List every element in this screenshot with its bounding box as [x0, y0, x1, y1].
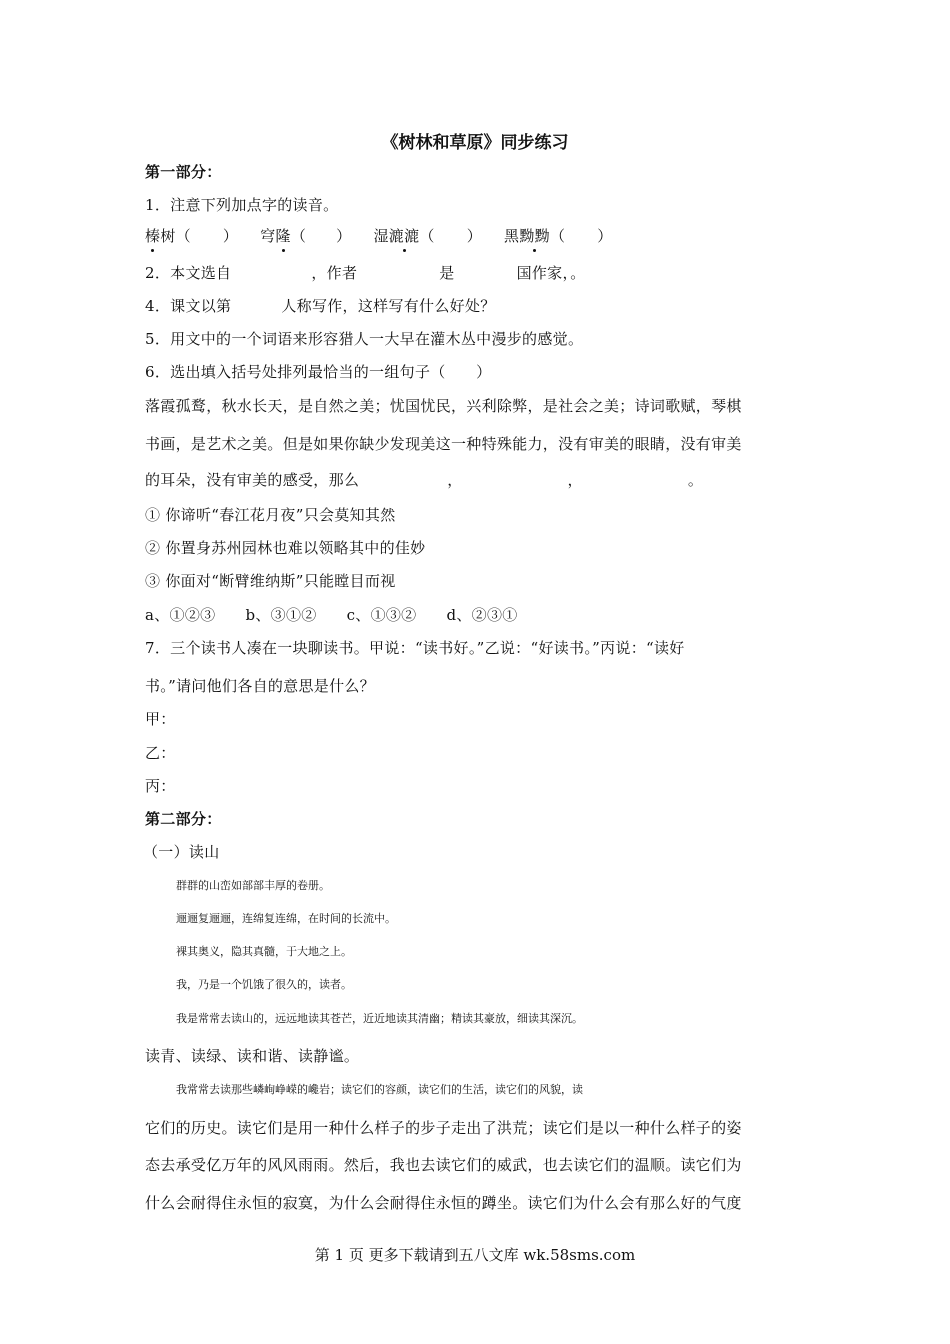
passage-line: 什么会耐得住永恒的寂寞，为什么会耐得住永恒的蹲坐。读它们为什么会有那么好的气度: [145, 1194, 742, 1212]
choice-c: c、①③②: [346, 606, 417, 624]
dotted-char: 榛: [145, 227, 161, 245]
question-4: 4．课文以第 人称写作，这样写有什么好处？: [145, 297, 496, 315]
passage-line: 读青、读绿、读和谐、读静谧。: [145, 1047, 360, 1065]
question-2: 2．本文选自 ，作者 是 国作家，。: [145, 264, 586, 282]
question-6-text: 落霞孤鹜，秋水长天，是自然之美；忧国忧民，兴利除弊，是社会之美；诗词歌赋，琴棋: [145, 397, 742, 415]
dotted-char: 漉漉: [388, 227, 420, 245]
choice-b: b、③①②: [245, 606, 317, 624]
answer-bing: 丙：: [145, 777, 176, 795]
choice-a: a、①②③: [145, 606, 216, 624]
option-sentence-2: ② 你置身苏州园林也难以领略其中的佳妙: [145, 539, 426, 557]
answer-yi: 乙：: [145, 744, 176, 762]
document-title: 《树林和草原》同步练习: [381, 133, 569, 153]
passage-line: 群群的山峦如部部丰厚的卷册。: [176, 879, 330, 892]
question-6-text-blanks: 的耳朵，没有审美的感受，那么 ， ， 。: [145, 471, 704, 489]
passage-line: 我常常去读那些嶙峋峥嵘的巉岩；读它们的容颜，读它们的生活，读它们的风貌，读: [176, 1083, 583, 1096]
pinyin-item-3: 湿漉漉（ ）: [373, 227, 483, 245]
question-6: 6．选出填入括号处排列最恰当的一组句子（ ）: [145, 363, 492, 381]
part2-heading: 第二部分：: [145, 810, 222, 828]
question-1-items: [145, 226, 810, 246]
pinyin-item-2: 穹隆（ ）: [260, 227, 352, 245]
section-title: （一）读山: [143, 843, 220, 861]
question-6-text: 书画，是艺术之美。但是如果你缺少发现美这一种特殊能力，没有审美的眼睛，没有审美: [145, 435, 742, 453]
question-5: 5．用文中的一个词语来形容猎人一大早在灌木丛中漫步的感觉。: [145, 330, 584, 348]
passage-line: 我，乃是一个饥饿了很久的，读者。: [176, 978, 352, 991]
question-1: 1．注意下列加点字的读音。: [145, 196, 339, 214]
dotted-char: 隆: [275, 227, 291, 245]
passage-line: 裸其奥义，隐其真髓，于大地之上。: [176, 945, 352, 958]
dotted-char: 黝黝: [519, 227, 550, 245]
passage-line: 逦逦复逦逦，连绵复连绵，在时间的长流中。: [176, 912, 396, 925]
passage-line: 态去承受亿万年的风风雨雨。然后，我也去读它们的威武，也去读它们的温顺。读它们为: [145, 1156, 742, 1174]
choice-d: d、②③①: [446, 606, 518, 624]
question-7: 7．三个读书人凑在一块聊读书。甲说：“读书好。”乙说：“好读书。”丙说：“读好: [145, 639, 685, 657]
part1-heading: 第一部分：: [145, 163, 222, 181]
passage-line: 我是常常去读山的，远远地读其苍芒，近近地读其清幽；精读其豪放，细读其深沉。: [176, 1012, 583, 1025]
answer-jia: 甲：: [145, 710, 176, 728]
passage-line: 它们的历史。读它们是用一种什么样子的步子走出了洪荒；读它们是以一种什么样子的姿: [145, 1119, 742, 1137]
question-7: 书。”请问他们各自的意思是什么？: [145, 677, 375, 695]
pinyin-item-1: 榛树（ ）: [145, 227, 239, 245]
option-sentence-3: ③ 你面对“断臂维纳斯”只能瞠目而视: [145, 572, 396, 590]
page-footer: 第 1 页 更多下载请到五八文库 wk.58sms.com: [314, 1246, 636, 1264]
answer-choices: [145, 605, 810, 625]
pinyin-item-4: 黑黝黝（ ）: [504, 227, 613, 245]
option-sentence-1: ① 你谛听“春江花月夜”只会莫知其然: [145, 506, 396, 524]
